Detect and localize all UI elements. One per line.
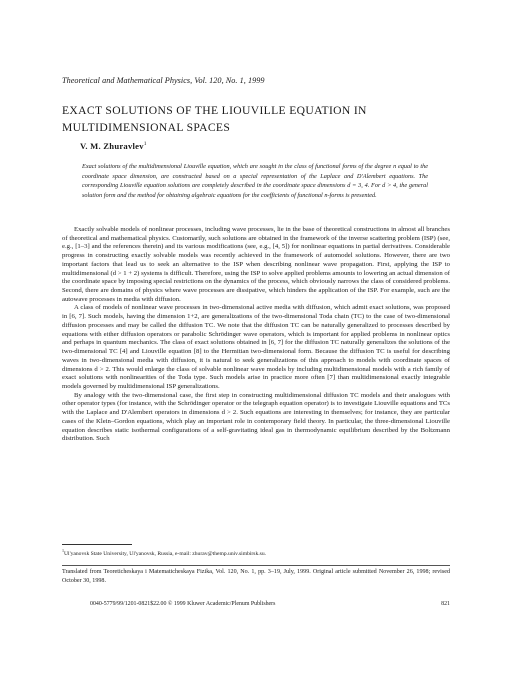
footnote-mark: 1 — [62, 548, 64, 553]
footnote — [62, 548, 266, 557]
abstract: Exact solutions of the multidimensional Liouville equation, which are sought in the class of functional forms of the degree n equal to the coordinate space dimension, are constructed based on a special representation of the Laplace and D'Alembert equations. The corresponding Liouville equation solutions are completely described in the coordinate space dimensions d = 3, 4. For d > 4, the general solution form and the method for obtaining algebraic equations for the coefficients of functional n-forms is presented. — [82, 163, 428, 200]
title-line-1: EXACT SOLUTIONS OF THE LIOUVILLE EQUATION IN — [62, 104, 367, 117]
footnote-text: Ul'yanovsk State University, Ul'yanovsk, Russia, e-mail: zhurav@themp.univ.simbirsk.su. — [64, 550, 267, 557]
title-line-2: MULTIDIMENSIONAL SPACES — [62, 120, 231, 134]
paper-title — [62, 103, 462, 136]
body-paragraph-1: Exactly solvable models of nonlinear processes, including wave processes, lie in the base of theoretical constructions in almost all branches of theoretical and mathematical physics. Customarily, such solutions are obtained in the framework of the inverse scattering problem (ISP) (see, e.g., [1–3] and the references therein) and its various modifications (see, e.g., [4, 5]) for nonlinear equations in partial derivatives. Considerable progress in constructing exactly solvable models was recently achieved in the framework of automodel solutions. However, there are two important factors that lead us to seek an alternative to the ISP when describing nonlinear wave propagation. First, applying the ISP to multidimensional (d > 1 + 2) systems is difficult. Therefore, using the ISP to solve applied problems amounts to lowering an actual dimension of the coordinate space by imposing special restrictions on the dynamics of the process, which obviously narrows the class of considered problems. Second, there are domains of physics where wave processes are dissipative, which hinders the application of the ISP. For example, such are the autowave processes in media with diffusion. — [62, 226, 450, 303]
author-footnote-mark: 1 — [143, 141, 147, 148]
copyright-line: 0040-5779/99/1201-0821$22.00 © 1999 Kluwer Academic/Plenum Publishers — [90, 601, 276, 607]
footnote-rule — [62, 544, 132, 545]
author — [80, 141, 147, 151]
author-name: V. M. Zhuravlev — [80, 141, 144, 151]
translation-note: Translated from Teoreticheskaya i Matematicheskaya Fizika, Vol. 120, No. 1, pp. 3–19, July, 1999. Original article submitted November 26, 1998; revised October 30, 1998. — [62, 569, 450, 584]
body-paragraph-2: A class of models of nonlinear wave processes in two-dimensional active media with diffusion, which admit exact solutions, was proposed in [6, 7]. Such models, having the dimension 1+2, are generalizations of the two-dimensional Toda chain (TC) to the case of two-dimensional diffusion processes and may be called the diffusion TC. We note that the diffusion TC can be naturally generalized to processes described by equations with either diffusion operators or parabolic Schrödinger wave operators, which is important for applied problems in nonlinear optics and perhaps in quantum mechanics. The class of exact solutions obtained in [6, 7] for the diffusion TC naturally generalizes the solutions of the two-dimensional TC [4] and Liouville equation [8] to the Hermitian two-dimensional form. Because the diffusion TC is useful for describing waves in two-dimensional media with diffusion, it is natural to seek generalizations of this approach to models with coordinate spaces of dimensions d > 2. This would enlarge the class of solvable nonlinear wave models by including multidimensional models with a rich family of exact solutions with nonlinearities of the Toda type. Such models arise in practice more often [7] than multidimensional exactly integrable models governed by multidimensional ISP generalizations. — [62, 304, 450, 390]
body-text — [62, 226, 450, 444]
body-paragraph-3: By analogy with the two-dimensional case, the first step in constructing multidimensional diffusion TC models and their analogues with other operator types (for instance, with the Schrödinger operator or the telegraph equation operator) is to investigate Liouville equations and TCs with the Laplace and D'Alembert operators in dimensions d > 2. Such equations are interesting in themselves; for instance, they are particular cases of the Klein–Gordon equations, which play an important role in contemporary field theory. In particular, the three-dimensional Liouville equation describes static isothermal configurations of a self-gravitating ideal gas in thermodynamic equilibrium described by the Boltzmann distribution. Such — [62, 391, 450, 443]
journal-header: Theoretical and Mathematical Physics, Vol. 120, No. 1, 1999 — [62, 76, 265, 85]
page-number: 821 — [441, 601, 450, 607]
translation-rule — [62, 565, 450, 566]
